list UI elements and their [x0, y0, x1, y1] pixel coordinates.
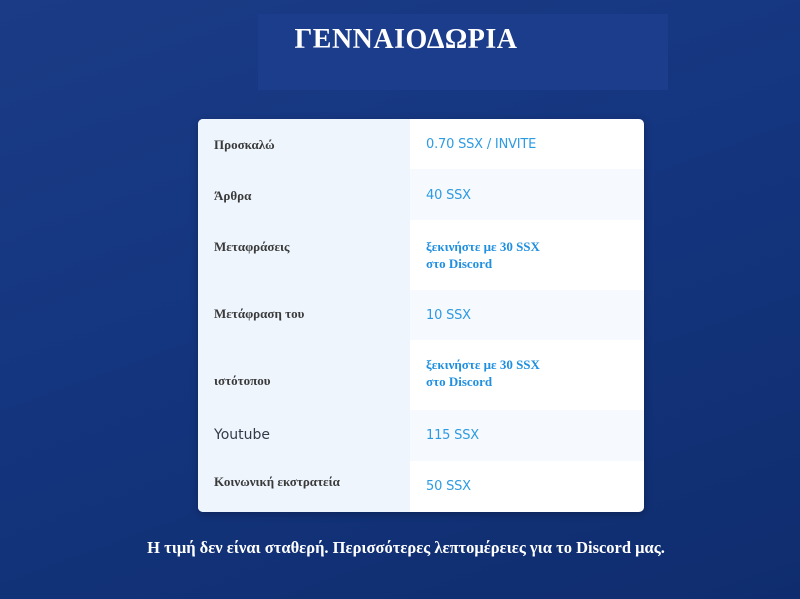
row-value-cell: [410, 169, 644, 220]
row-label: Μεταφράσεις: [214, 239, 290, 254]
row-value: 10 SSX: [426, 308, 471, 323]
row-value-cell: [410, 461, 644, 512]
table-row: [198, 169, 644, 220]
row-value: ξεκινήστε με 30 SSX στο Discord: [426, 357, 540, 389]
table-row: [198, 119, 644, 169]
row-value: 0.70 SSX / INVITE: [426, 137, 537, 152]
row-label-cell: [198, 340, 410, 410]
footer-note: Η τιμή δεν είναι σταθερή. Περισσότερες λεπτομέρειες για το Discord μας.: [147, 538, 665, 557]
row-label: ιστότοπου: [214, 373, 271, 388]
rewards-table: [198, 119, 644, 512]
row-label-cell: [198, 410, 410, 461]
row-label-cell: [198, 119, 410, 169]
row-label-cell: [198, 169, 410, 220]
row-value: ξεκινήστε με 30 SSX στο Discord: [426, 239, 540, 271]
row-value-cell: [410, 119, 644, 169]
row-label: Κοινωνική εκστρατεία: [214, 474, 340, 489]
row-value-cell: [410, 340, 644, 410]
row-label-cell: [198, 461, 410, 512]
row-label: Youtube: [214, 427, 270, 443]
row-value-cell: [410, 410, 644, 461]
row-label-cell: [198, 290, 410, 340]
table-row: [198, 290, 644, 340]
table-row: [198, 461, 644, 512]
page-title: ΓΕΝΝΑΙΟΔΩΡΙΑ: [294, 24, 518, 55]
row-value-cell: [410, 220, 644, 290]
table-row: [198, 410, 644, 461]
row-label: Μετάφραση του: [214, 306, 305, 321]
row-value: 50 SSX: [426, 479, 471, 494]
row-value: 40 SSX: [426, 188, 471, 203]
row-value-cell: [410, 290, 644, 340]
table-row: [198, 220, 644, 290]
row-label-cell: [198, 220, 410, 290]
row-value: 115 SSX: [426, 428, 479, 443]
row-label: Άρθρα: [214, 188, 252, 203]
row-label: Προσκαλώ: [214, 137, 275, 152]
table-row: [198, 340, 644, 410]
